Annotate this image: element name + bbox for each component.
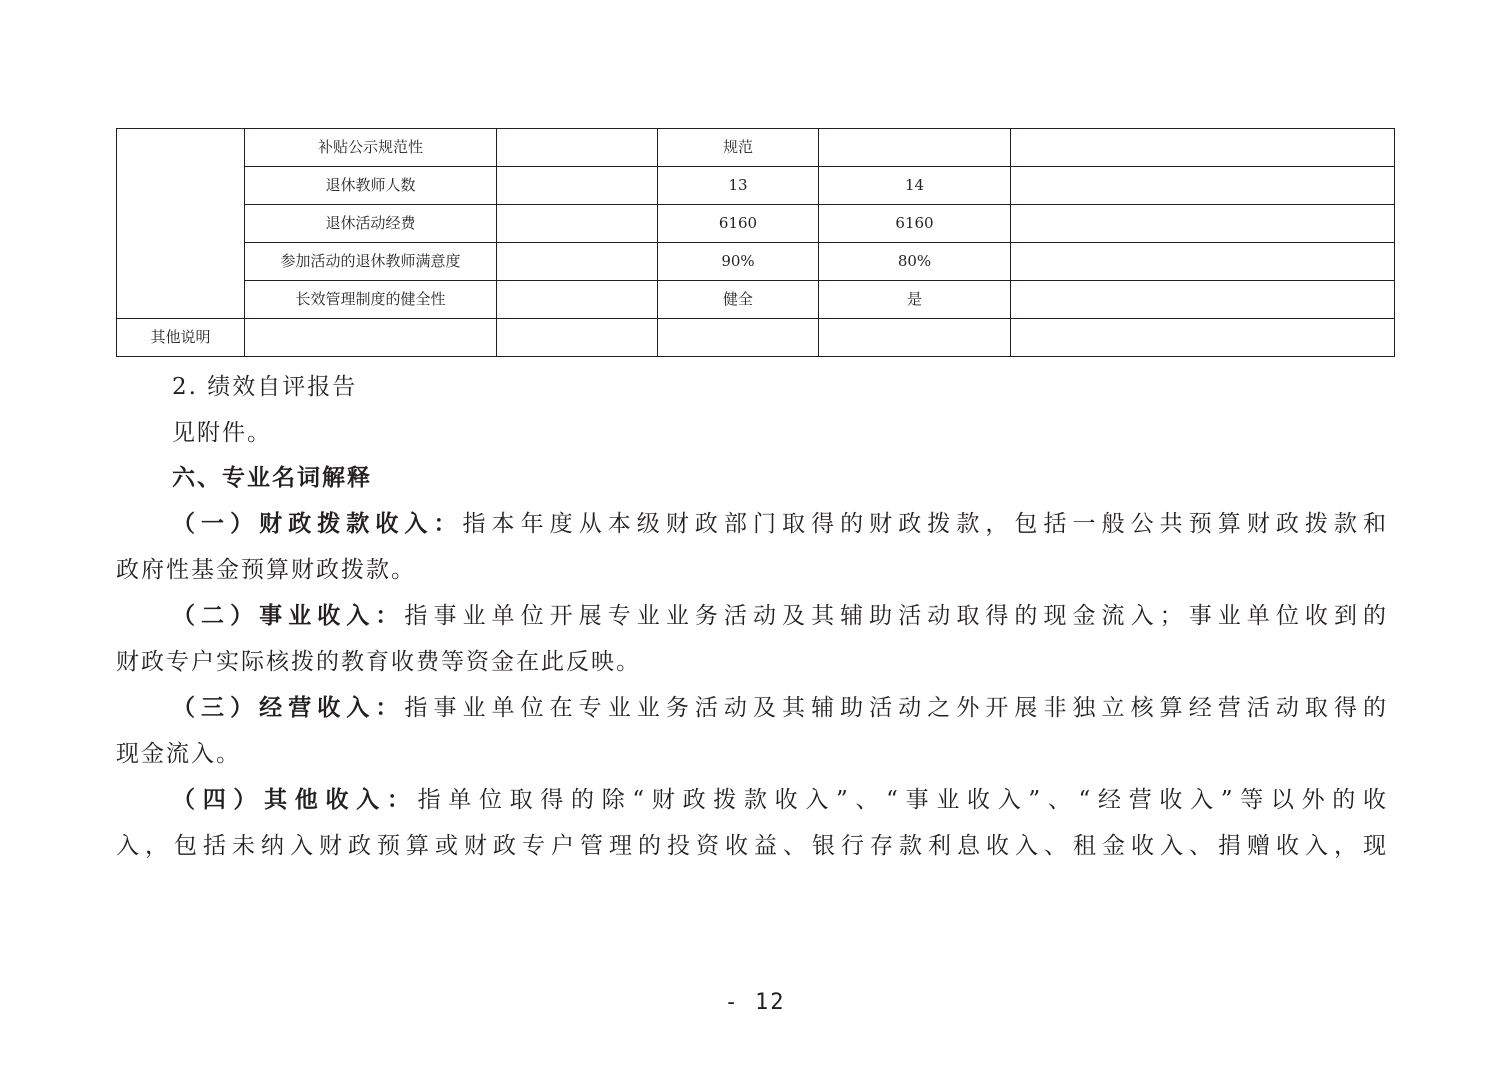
table-row (117, 281, 1395, 319)
target-value-cell: 6160 (658, 205, 819, 243)
table-cell (497, 129, 658, 167)
target-value-cell: 90% (658, 243, 819, 281)
indicator-name-cell: 退休教师人数 (245, 167, 497, 205)
target-value-cell: 规范 (658, 129, 819, 167)
actual-value-cell: 6160 (819, 205, 1011, 243)
indicator-name-cell: 退休活动经费 (245, 205, 497, 243)
page-number: - 12 (724, 990, 786, 1015)
table-row (117, 243, 1395, 281)
term-paragraph-line: 财政专户实际核拨的教育收费等资金在此反映。 (116, 649, 641, 675)
section-heading-terms: 六、专业名词解释 (172, 465, 372, 491)
performance-indicator-table (116, 128, 1395, 357)
term-paragraph-line: 政府性基金预算财政拨款。 (116, 557, 416, 583)
term-definition: 指单位取得的除“财政拨款收入”、“事业收入”、“经营收入”等以外的收 (417, 787, 1387, 813)
table-row (117, 167, 1395, 205)
table-cell (497, 243, 658, 281)
table-cell (819, 319, 1011, 357)
table-cell-merged-empty (117, 129, 245, 319)
table-cell (497, 281, 658, 319)
term-paragraph-line (172, 505, 1386, 538)
indicator-name-cell: 补贴公示规范性 (245, 129, 497, 167)
self-evaluation-report-title: 2. 绩效自评报告 (172, 374, 358, 400)
term-definition: 指本年度从本级财政部门取得的财政拨款，包括一般公共预算财政拨款和 (462, 511, 1387, 537)
table-cell (497, 205, 658, 243)
term-label: （四）其他收入： (172, 786, 418, 813)
term-label: （二）事业收入： (172, 602, 405, 629)
table-cell (1011, 319, 1395, 357)
table-cell (497, 167, 658, 205)
table-cell (1011, 205, 1395, 243)
table-cell (1011, 281, 1395, 319)
indicator-name-cell: 长效管理制度的健全性 (245, 281, 497, 319)
actual-value-cell: 是 (819, 281, 1011, 319)
term-paragraph-line (172, 781, 1386, 814)
table-row (117, 129, 1395, 167)
table-row (117, 205, 1395, 243)
table-row-other-notes (117, 319, 1395, 357)
term-paragraph-line: 入，包括未纳入财政预算或财政专户管理的投资收益、银行存款利息收入、租金收入、捐赠收入，现 (116, 833, 1386, 859)
table-cell (497, 319, 658, 357)
term-paragraph-line (172, 597, 1386, 630)
table-cell (1011, 129, 1395, 167)
table-cell (658, 319, 819, 357)
other-notes-label: 其他说明 (117, 319, 245, 357)
table-cell (245, 319, 497, 357)
actual-value-cell: 80% (819, 243, 1011, 281)
term-definition: 指事业单位开展专业业务活动及其辅助活动取得的现金流入；事业单位收到的 (404, 603, 1387, 629)
term-label: （三）经营收入： (172, 694, 405, 721)
term-paragraph-line (172, 689, 1386, 722)
table-cell (1011, 243, 1395, 281)
target-value-cell: 13 (658, 167, 819, 205)
indicator-name-cell: 参加活动的退休教师满意度 (245, 243, 497, 281)
term-definition: 指事业单位在专业业务活动及其辅助活动之外开展非独立核算经营活动取得的 (404, 695, 1387, 721)
self-evaluation-report-body: 见附件。 (172, 420, 272, 446)
actual-value-cell: 14 (819, 167, 1011, 205)
term-paragraph-line: 现金流入。 (116, 741, 241, 767)
term-label: （一）财政拨款收入： (172, 510, 463, 537)
actual-value-cell (819, 129, 1011, 167)
target-value-cell: 健全 (658, 281, 819, 319)
table-cell (1011, 167, 1395, 205)
